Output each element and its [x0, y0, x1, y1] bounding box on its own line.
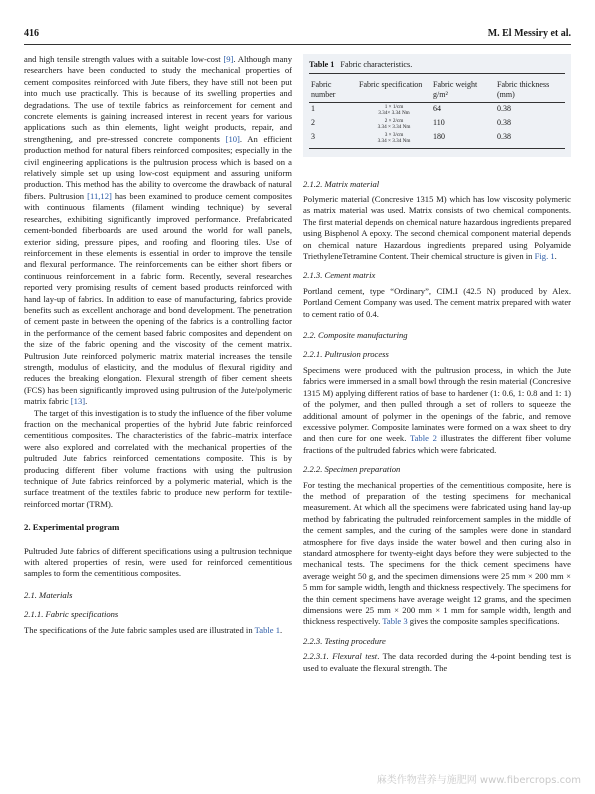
table-header-fabric-number: Fabric number: [309, 78, 357, 102]
left-column: [24, 54, 292, 636]
table-1-grid: [309, 78, 565, 148]
section-2-2-3-heading: 2.2.3. Testing procedure: [303, 635, 386, 646]
text-run: and high tensile strength values with a suitable low-cost: [24, 54, 224, 64]
section-2-1-3-text: Portland cement, type “Ordinary”, CIM.I (42.5 N) produced by Alex. Portland Cement Company was used. The cement matrix prepared with water to cement ratio of 0.4.: [303, 285, 571, 319]
section-2-2-1-text: [303, 365, 571, 456]
table-cell-weight: 110: [433, 117, 445, 127]
page-number: 416: [24, 28, 39, 39]
section-2-2-3-1-text: [303, 651, 571, 674]
section-2-1-2-text: [303, 194, 571, 262]
table-cell-number: 2: [311, 117, 315, 127]
spec-line-a: 3 × 3/cm: [384, 131, 404, 138]
text-run: Specimens were produced with the pultrusion process, in which the Jute fabrics were immersed in a small bowl through the resin material (Concresive 1315 M) applying different ratios of base to hardener (1: 0.6, 1: 0.8 and 1: 1) of the polymer, and then pulled through a set of rollers to squeeze the additional amount of polymer in the openings of the fabric, and remove excessive polymer. Composite laminates were formed on a wax sheet to dry and then cure for one week.: [303, 364, 571, 444]
table-cell-thickness: 0.38: [497, 117, 511, 127]
text-run: The specifications of the Jute fabric samples used are illustrated in: [24, 624, 255, 635]
table-header-fabric-thickness: Fabric thickness (mm): [495, 78, 565, 102]
text-run: has been examined to produce cement composites with continuous filaments (filament winding technique) by several researches, exhibiting significantly improved performance. Prefabricated cement-bonded fiberboards are used around the world for wall panels, exterior siding, pressure pipes, and roofing and flooring tiles. Use of reinforcement in these elements is essential in order to improve the tensile and flexural performance. The reinforcements can be either short fibers or continuous reinforcement in a fabric form. Recently, several researches reported very promising results of cement based products reinforced with hand lay-up of fabrics. In addition to ease of manufacturing, fabrics provide benefits such as excellent anchorage and bond development. The penetration of cement paste in between the opening of the fabrics is a controlling factor in the performance of the cement based fabric composites and dependent on the size of the fabric opening and the viscosity of the cement matrix. Pultrusion Jute reinforced polymeric matrix material increases the tensile strength, modulus of elasticity, and the modulus of flexural rigidity and reduces the breaking elongation. Flexural strength of fiber cement sheets (FCS) has been significantly improved using pultrusion of the Jute/polymeric matrix fabric: [24, 190, 292, 407]
table-1-caption: [309, 59, 565, 74]
table-cell-spec: [357, 131, 431, 149]
table-cell-spec: [357, 117, 431, 131]
section-2-1-1-text: [24, 625, 292, 636]
spec-line-a: 1 × 1/cm: [384, 103, 404, 110]
citation-link[interactable]: Table 2: [409, 433, 437, 444]
section-2-2-1-heading: 2.2.1. Pultrusion process: [303, 349, 389, 360]
spec-line-b: 3.34 × 3.34 Nm: [377, 123, 411, 130]
table-cell-spec: [357, 102, 431, 117]
table-row: [309, 117, 565, 131]
citation-link[interactable]: [13]: [70, 396, 86, 407]
text-run: .: [554, 251, 557, 262]
table-1: [303, 54, 571, 157]
running-head: M. El Messiry et al.: [487, 28, 571, 39]
section-2-2-2-heading: 2.2.2. Specimen preparation: [303, 464, 401, 475]
header-rule: [24, 44, 571, 45]
right-column: [303, 54, 571, 674]
table-header-fabric-weight: Fabric weight g/m²: [431, 78, 495, 102]
section-2-1-1-heading: 2.1.1. Fabric specifications: [24, 609, 119, 620]
section-2-2-2-text: [303, 480, 571, 628]
section-2-heading: 2. Experimental program: [24, 522, 120, 533]
text-run: For testing the mechanical properties of the cementitious composite, here is the method of preparation of the testing specimens for mechanical measurement. At which all the specimens were fabricated using hand lay-up method by fabricating the pultruded reinforcement samples in the middle of the cement samples, and the curing of the samples were done in standard atmosphere for five days inside the water bowel and then curing also in standard atmosphere for twenty-eight days before they were subjected to the mechanical tests. The specimens for the thick cement specimens have average weight 50 g, and the specimen dimensions were 25 mm × 200 mm × 5 mm for sample width, length and thickness respectively. The specimens for the thin cement specimens have average weight 12 grams, and the specimen dimensions were 25 mm × 200 mm × 1 mm for sample width, length and thickness respectively.: [303, 479, 571, 627]
citation-link[interactable]: [11,12]: [87, 190, 112, 201]
table-cell-number: 3: [309, 131, 357, 149]
watermark: 麻类作物营养与施肥网 www.fibercrops.com: [376, 775, 581, 786]
section-2-1-2-heading: 2.1.2. Matrix material: [303, 178, 380, 189]
text-run: gives the composite samples specifications.: [407, 616, 560, 627]
table-1-label: Table 1: [309, 60, 335, 69]
section-2-2-3-1-body: . The data recorded during the 4-point bending test is used to evaluate the flexural strength. The: [303, 651, 571, 673]
text-run: . Although many researchers have been conducted to study the mechanical properties of cement composites reinforced with Jute fibers, they have still not been put into much use practically. This is because of its swelling properties and degradations. The use of textile fabrics as reinforcement for cement and concrete elements is gaining increased interest in recent years for various applications such as thin elements, light weight products, repair, and strengthening, and pre-stressed concrete components: [24, 54, 292, 144]
table-header-fabric-spec: Fabric specification: [357, 78, 431, 102]
section-2-text: Pultruded Jute fabrics of different specifications using a pultrusion technique with altered properties of resin, were used for reinforced cementitious samples to form the cementitious composites.: [24, 545, 292, 579]
spec-line-b: 3.34× 3.34 Nm: [378, 109, 410, 116]
table-row: [309, 102, 565, 117]
spec-line-a: 2 × 2/cm: [384, 117, 404, 124]
target-paragraph: The target of this investigation is to study the influence of the fiber volume fraction on the mechanical properties of the hybrid Jute fabric reinforced cementitious composites. The characteristics of the fabric–matrix interface were also explored and correlated with the mechanical properties of the pultruded Jute fabrics reinforced cementations composite. This is by producing different fiber volume fractions with using the pultrusion technique of Jute fabrics reinforced by a polymeric material, which is the surface treatment of the textiles fabric to produce new perform for textile-reinforced mortar (TRM).: [24, 407, 292, 509]
table-1-caption-text: Fabric characteristics.: [340, 60, 413, 69]
spec-line-b: 3.34 × 3.34 Nm: [377, 137, 411, 144]
section-2-1-3-heading: 2.1.3. Cement matrix: [303, 270, 376, 281]
table-row: [309, 131, 565, 149]
table-header-row: [309, 78, 565, 102]
citation-link[interactable]: [10]: [225, 133, 240, 144]
table-cell-thickness: 0.38: [497, 103, 511, 113]
section-2-2-heading: 2.2. Composite manufacturing: [303, 330, 408, 341]
section-2-2-3-1-label: 2.2.3.1. Flexural test: [303, 651, 378, 662]
text-run: .: [85, 396, 88, 407]
intro-paragraph: [24, 54, 292, 408]
citation-link[interactable]: [9]: [223, 54, 234, 64]
table-cell-number: 1: [311, 103, 315, 113]
text-run: illustrates the different fiber volume fractions of the pultruded fabrics which were fabricated.: [303, 433, 571, 455]
text-run: . An efficient production method for natural fibers reinforced composites; especially in the civil engineering applications is the pultrusion process which is based on a relatively simple set up using low-cost equipment and assuring uniform production. This method has the ability to overcome the drawback of natural fibers. Pultrusion: [24, 133, 292, 201]
citation-link[interactable]: Fig. 1: [534, 251, 555, 262]
citation-link[interactable]: Table 3: [382, 616, 408, 627]
text-run: .: [280, 624, 283, 635]
text-run: Polymeric material (Concresive 1315 M) which has low viscosity polymeric as matrix material was used. Matrix consists of two chemical components. The first material depends on chemical nature hazardous ingredients prepared using Bisphenol A epoxy. The second chemical component material depends on chemical nature Hazardous ingredients prepared using Polyamide TriethyleneTetramine Content. Their chemical structure is given in: [303, 194, 571, 262]
table-cell-weight: 180: [431, 131, 495, 149]
table-cell-thickness: 0.38: [495, 131, 565, 149]
section-2-1-heading: 2.1. Materials: [24, 589, 73, 600]
citation-link[interactable]: Table 1: [254, 624, 281, 635]
table-cell-weight: 64: [433, 103, 441, 113]
